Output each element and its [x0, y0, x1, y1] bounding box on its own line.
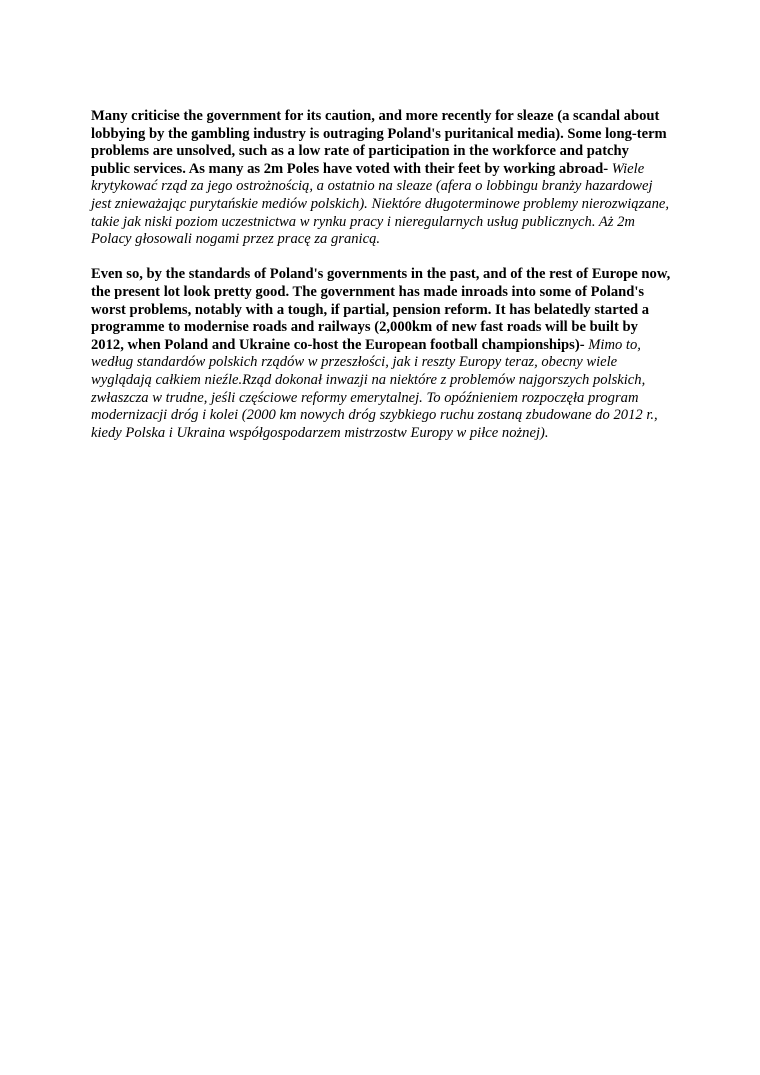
paragraph-2-english-text: Even so, by the standards of Poland's governments in the past, and of the rest of Europe now, the present lot look pretty good. The government has made inroads into some of Poland's worst problems, notably with a tough, if partial, pension reform. It has belatedly started a programme to modernise roads and railways (2,000km of new fast roads will be built by 2012, when Poland and Ukraine co-host the European football championships)- — [91, 266, 671, 353]
paragraph-2 — [91, 266, 671, 442]
paragraph-2-polish-translation: Mimo to, według standardów polskich rządów w przeszłości, jak i reszty Europy teraz, obecny wiele wyglądają całkiem nieźle.Rząd dokonał inwazji na niektóre z problemów najgorszych polskich, zwłaszcza w trudne, jeśli częściowe reformy emerytalnej. To opóźnieniem rozpoczęła program modernizacji dróg i kolei (2000 km nowych dróg szybkiego ruchu zostaną zbudowane do 2012 r., kiedy Polska i Ukraina współgospodarzem mistrzostw Europy w piłce nożnej). — [91, 336, 658, 441]
paragraph-1-english-text: Many criticise the government for its caution, and more recently for sleaze (a scandal about lobbying by the gambling industry is outraging Poland's puritanical media). Some long-term problems are unsolved, such as a low rate of participation in the workforce and patchy public services. As many as 2m Poles have voted with their feet by working abroad- — [91, 108, 667, 177]
document-body — [91, 108, 671, 460]
paragraph-1-polish-translation: Wiele krytykować rząd za jego ostrożnością, a ostatnio na sleaze (afera o lobbingu branży hazardowej jest znieważając purytańskie mediów polskich). Niektóre długoterminowe problemy nierozwiązane, takie jak niski poziom uczestnictwa w rynku pracy i nieregularnych usług publicznych. Aż 2m Polacy głosowali nogami przez pracę za granicą. — [91, 160, 669, 248]
paragraph-1 — [91, 108, 671, 249]
